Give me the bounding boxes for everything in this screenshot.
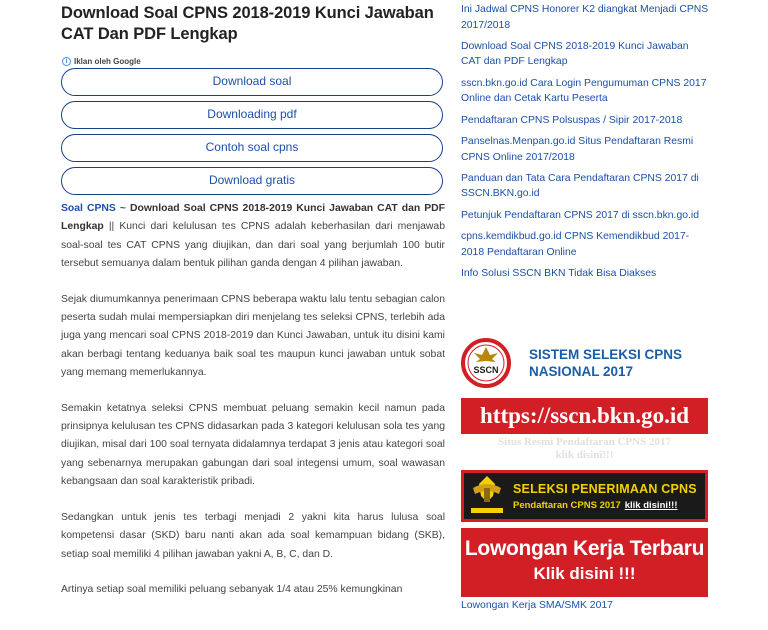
seleksi-klik-link[interactable]: klik disini!!! bbox=[624, 499, 678, 511]
ad-button-downloading-pdf[interactable]: Downloading pdf bbox=[61, 101, 443, 129]
ad-button-download-gratis[interactable]: Download gratis bbox=[61, 167, 443, 195]
bkn-subtitle-line2: klik disini!!! bbox=[555, 449, 614, 461]
sidebar-links bbox=[461, 2, 711, 281]
info-icon[interactable]: i bbox=[62, 57, 71, 66]
sidebar-link[interactable]: Panselnas.Menpan.go.id Situs Pendaftaran Resmi CPNS Online 2017/2018 bbox=[461, 135, 694, 163]
sidebar-link[interactable]: sscn.bkn.go.id Cara Login Pengumuman CPNS 2017 Online dan Cetak Kartu Peserta bbox=[461, 77, 707, 105]
sidebar-link[interactable]: Info Solusi SSCN BKN Tidak Bisa Diakses bbox=[461, 267, 657, 279]
ad-label[interactable] bbox=[61, 55, 445, 67]
sidebar-link[interactable]: Pendaftaran CPNS Polsuspas / Sipir 2017-2018 bbox=[461, 114, 683, 126]
intro-separator: ~ bbox=[115, 203, 130, 214]
ad-button-contoh-soal[interactable]: Contoh soal cpns bbox=[61, 134, 443, 162]
sidebar-link[interactable]: Panduan dan Tata Cara Pendaftaran CPNS 2017 di SSCN.BKN.go.id bbox=[461, 172, 699, 200]
intro-bold: Download Soal CPNS 2018-2019 Kunci Jawaban CAT dan PDF Lengkap bbox=[61, 203, 446, 233]
sidebar-link[interactable]: Petunjuk Pendaftaran CPNS 2017 di sscn.bkn.go.id bbox=[461, 209, 699, 221]
main-content bbox=[61, 0, 445, 599]
soal-cpns-link[interactable]: Soal CPNS bbox=[61, 203, 116, 214]
paragraph-1: Sejak diumumkannya penerimaan CPNS beberapa waktu lalu tentu sebagian calon peserta sudah mulai mempersiapkan diri menjelang tes seleksi CPNS, terlebih ada juga yang mencari soal CPNS 2018-2019 dan Kunci Jawaban, untuk itu disini kami akan berbagi tentang keduanya baik soal tes maupun kunci jawaban untuk sobat yang memang memerlukannya. bbox=[61, 293, 445, 379]
paragraph-4: Artinya setiap soal memiliki peluang sebanyak 1/4 atau 25% kemungkinan bbox=[61, 583, 403, 595]
pengayoman-logo-icon bbox=[467, 474, 507, 518]
sscn-logo-icon bbox=[461, 338, 511, 388]
sscn-banner[interactable] bbox=[461, 338, 707, 388]
loker-banner[interactable] bbox=[461, 528, 708, 597]
intro-paragraph bbox=[61, 200, 445, 274]
sidebar-link[interactable]: cpns.kemdikbud.go.id CPNS Kemendikbud 2017-2018 Pendaftaran Online bbox=[461, 230, 690, 258]
paragraph-3: Sedangkan untuk jenis tes terbagi menjadi 2 yakni kita harus lulusa soal kompetensi dasar (SKD) baru nanti akan ada soal kemampuan bidang (SKB), setiap soal memiliki 4 pilihan jawaban yakni A, B, C, dan D. bbox=[61, 511, 445, 560]
sscn-title-line1: SISTEM SELEKSI CPNS bbox=[529, 347, 683, 362]
seleksi-title: SELEKSI PENERIMAAN CPNS bbox=[513, 481, 697, 496]
loker-title: Lowongan Kerja Terbaru bbox=[464, 537, 705, 560]
loker-subtitle: Klik disini !!! bbox=[533, 564, 636, 583]
seleksi-inner bbox=[464, 473, 705, 519]
sscn-logo-text: SSCN bbox=[473, 365, 499, 375]
sidebar bbox=[461, 0, 711, 287]
seleksi-subtitle-text: Pendaftaran CPNS 2017 bbox=[513, 499, 621, 511]
bkn-subtitle-line1: Situs Resmi Pendaftaran CPNS 2017 bbox=[498, 436, 671, 448]
sscn-title bbox=[529, 346, 682, 380]
ad-button-download-soal[interactable]: Download soal bbox=[61, 68, 443, 96]
intro-rest: || Kunci dari kelulusan tes CPNS adalah keberhasilan dari menjawab soal-soal tes CAT CPNS yang diujikan, dan dari soal yang berjumlah 100 butir tersebut semuanya dalam bentuk pilihan ganda dengan 4 pilihan jawaban. bbox=[61, 221, 445, 270]
ad-label-text: Iklan oleh Google bbox=[74, 56, 141, 66]
seleksi-subtitle bbox=[513, 500, 697, 511]
bkn-banner[interactable] bbox=[461, 398, 708, 464]
sidebar-link[interactable]: Download Soal CPNS 2018-2019 Kunci Jawaban CAT dan PDF Lengkap bbox=[461, 40, 689, 68]
loker-link[interactable]: Lowongan Kerja SMA/SMK 2017 bbox=[461, 600, 613, 611]
seleksi-banner[interactable] bbox=[461, 470, 708, 522]
sscn-title-line2: NASIONAL 2017 bbox=[529, 364, 634, 379]
paragraph-2: Semakin ketatnya seleksi CPNS membuat peluang semakin kecil namun pada prinsipnya kelulusan tes CPNS didasarkan pada 3 kategori kelulusan sola tes yang diujikan, misal dari 100 soal ternyata didalamnya terdapat 3 jenis atau kategori soal yang sebenarnya merupakan gabungan dari soal integensi umum, soal wawasan kebangsaan dan soal karakteristik pribadi. bbox=[61, 402, 445, 488]
seleksi-text bbox=[513, 482, 697, 511]
bkn-subtitle bbox=[461, 436, 708, 462]
post-title: Download Soal CPNS 2018-2019 Kunci Jawaban CAT Dan PDF Lengkap bbox=[61, 4, 434, 43]
sidebar-link[interactable]: Ini Jadwal CPNS Honorer K2 diangkat Menjadi CPNS 2017/2018 bbox=[461, 4, 709, 31]
bkn-url: https://sscn.bkn.go.id bbox=[461, 398, 708, 434]
ad-buttons bbox=[61, 68, 445, 195]
